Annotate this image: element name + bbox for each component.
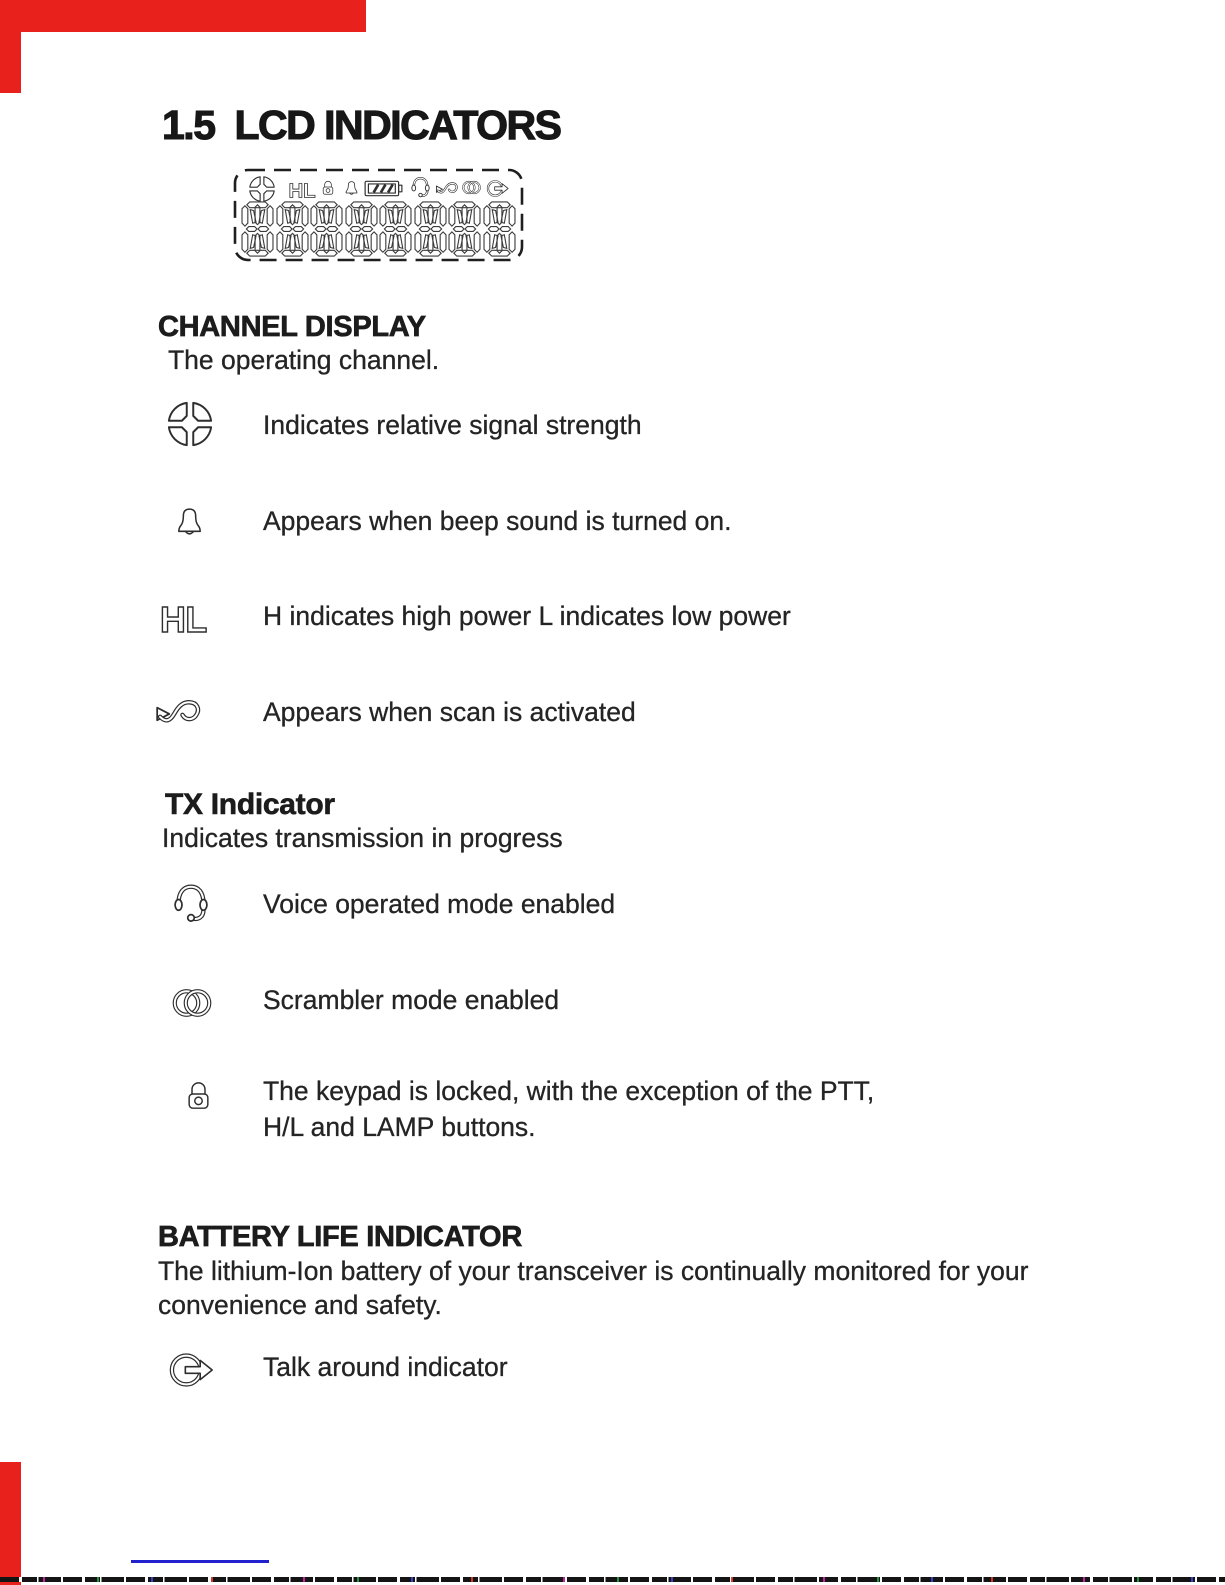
scan-icon <box>152 694 209 729</box>
legend-text: Appears when beep sound is turned on. <box>263 506 732 536</box>
segment-digit <box>379 199 412 259</box>
scrambler-icon <box>170 981 214 1025</box>
segment-digit <box>276 199 309 259</box>
channel-display-intro: The operating channel. <box>168 345 440 375</box>
talk-around-icon <box>165 1347 221 1393</box>
scan-artifact-bottom-left-red-bar <box>0 1462 21 1585</box>
legend-text: Appears when scan is activated <box>263 697 636 727</box>
battery-intro-line2: convenience and safety. <box>158 1290 442 1320</box>
headset-icon <box>168 878 214 928</box>
legend-text: H indicates high power L indicates low power <box>263 601 791 631</box>
legend-text: Voice operated mode enabled <box>263 889 616 919</box>
section-title: LCD INDICATORS <box>234 102 561 148</box>
segment-digit <box>310 199 343 259</box>
scan-artifact-left-red-bar <box>0 0 21 93</box>
heading-channel-display: CHANNEL DISPLAY <box>158 311 426 343</box>
legend-text-line2: H/L and LAMP buttons. <box>263 1112 536 1142</box>
tx-indicator-intro: Indicates transmission in progress <box>162 823 563 853</box>
legend-text: Scrambler mode enabled <box>263 985 560 1015</box>
segment-digit <box>414 199 447 259</box>
lock-icon <box>179 1074 218 1118</box>
signal-strength-icon <box>164 398 216 450</box>
heading-battery-life: BATTERY LIFE INDICATOR <box>158 1221 522 1253</box>
lcd-lock-icon <box>318 177 338 199</box>
legend-text: Indicates relative signal strength <box>263 410 642 440</box>
lcd-headset-icon <box>408 174 433 200</box>
lcd-bell-icon <box>341 177 362 199</box>
lcd-scan-icon <box>434 179 462 197</box>
lcd-segment-digits <box>241 199 516 259</box>
segment-digit <box>345 199 378 259</box>
legend-text: The keypad is locked, with the exception of the PTT, <box>263 1076 875 1106</box>
segment-digit <box>241 199 274 259</box>
battery-intro-line1: The lithium-Ion battery of your transceiver is continually monitored for your <box>158 1256 1029 1286</box>
lcd-talk-around-icon <box>482 177 515 200</box>
scan-artifact-top-red-bar <box>8 0 366 32</box>
lcd-scrambler-icon <box>461 177 482 198</box>
lcd-battery-icon <box>363 178 404 199</box>
hyperlink-underline[interactable] <box>131 1560 269 1563</box>
section-number: 1.5 <box>162 102 215 148</box>
scan-artifact-bottom-dashed-line <box>0 1577 1225 1582</box>
page-title <box>162 102 560 149</box>
lcd-high-low-power-icon <box>288 177 316 201</box>
segment-digit <box>483 199 516 259</box>
high-low-power-icon <box>159 597 208 637</box>
lcd-display-diagram <box>233 168 524 262</box>
legend-text: Talk around indicator <box>263 1352 508 1382</box>
bell-icon <box>169 499 210 544</box>
heading-tx-indicator: TX Indicator <box>165 788 335 821</box>
segment-digit <box>448 199 481 259</box>
